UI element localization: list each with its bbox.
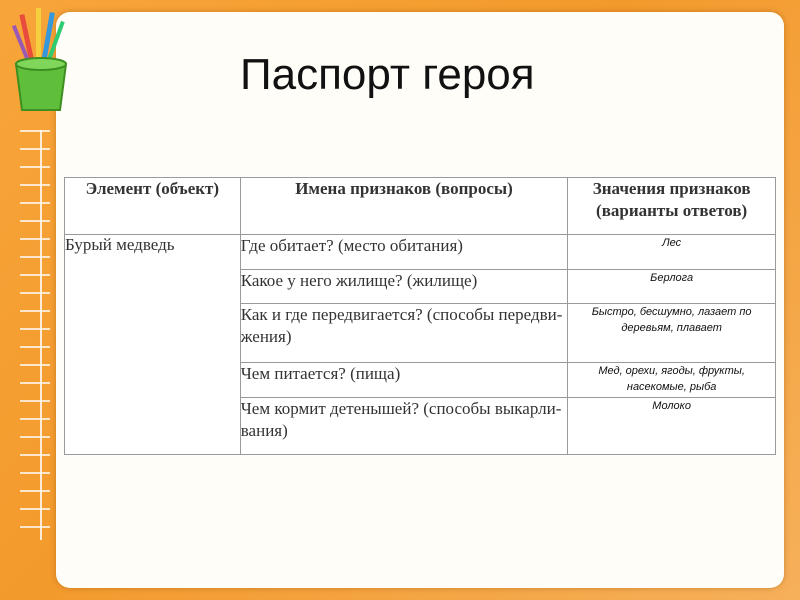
question-cell: Чем питается? (пища) (240, 363, 568, 398)
table-row (65, 235, 776, 270)
question-cell: Где обитает? (место обитания) (240, 235, 568, 270)
page-title: Паспорт героя (240, 50, 535, 99)
answer-cell: Берлога (568, 270, 776, 304)
column-header-object: Элемент (объект) (65, 178, 241, 235)
question-cell: Как и где передвигается? (способы передви-жения) (240, 304, 568, 363)
answer-cell: Лес (568, 235, 776, 270)
pencil-cup-icon (6, 6, 76, 116)
column-header-answers: Значения признаков (варианты ответов) (568, 178, 776, 235)
passport-table (64, 177, 776, 455)
answer-cell: Мед, орехи, ягоды, фрукты, насекомые, рыба (568, 363, 776, 398)
table-header-row (65, 178, 776, 235)
answer-cell: Молоко (568, 398, 776, 455)
ruler-line (40, 130, 42, 540)
column-header-questions: Имена признаков (вопросы) (240, 178, 568, 235)
answer-cell: Быстро, бесшумно, лазает по деревьям, плавает (568, 304, 776, 363)
question-cell: Какое у него жилище? (жилище) (240, 270, 568, 304)
object-cell: Бурый медведь (65, 235, 241, 455)
question-cell: Чем кормит детенышей? (способы выкарли-вания) (240, 398, 568, 455)
ruler-decoration (20, 130, 50, 540)
